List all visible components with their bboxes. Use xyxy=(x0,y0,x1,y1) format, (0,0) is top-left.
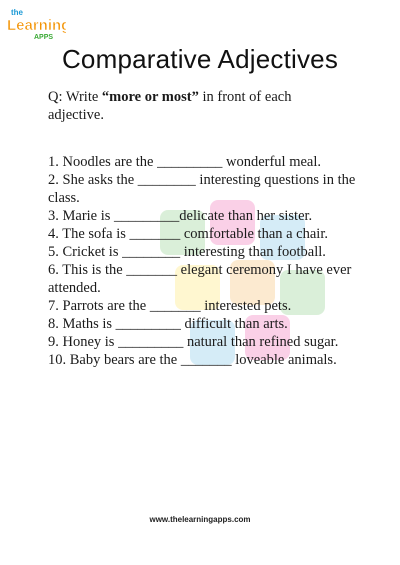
question-item: 1. Noodles are the _________ wonderful meal. xyxy=(48,154,322,170)
question-list xyxy=(48,153,378,369)
footer-url: www.thelearningapps.com xyxy=(149,515,251,524)
instruction-prefix: Q: Write xyxy=(48,89,102,105)
question-item: 2. She asks the ________ interesting questions in the class. xyxy=(48,172,356,206)
learning-apps-logo xyxy=(6,6,66,42)
question-item: 4. The sofa is _______ comfortable than a chair. xyxy=(48,226,328,242)
instruction xyxy=(48,88,348,124)
page-title: Comparative Adjectives xyxy=(61,44,339,74)
question-item: 7. Parrots are the _______ interested pets. xyxy=(48,298,292,314)
svg-text:APPS: APPS xyxy=(34,34,54,41)
question-item: 9. Honey is _________ natural than refined sugar. xyxy=(48,334,339,350)
instruction-emphasis: “more or most” xyxy=(101,89,199,105)
svg-text:the: the xyxy=(11,8,23,17)
instruction-suffix: in front of each adjective. xyxy=(48,89,292,123)
question-item: 3. Marie is _________delicate than her sister. xyxy=(48,208,313,224)
question-item: 8. Maths is _________ difficult than arts. xyxy=(48,316,288,332)
svg-text:Learning: Learning xyxy=(7,17,66,34)
question-item: 6. This is the _______ elegant ceremony I have ever attended. xyxy=(48,262,352,296)
question-item: 10. Baby bears are the _______ loveable animals. xyxy=(48,352,337,368)
question-item: 5. Cricket is ________ interesting than football. xyxy=(48,244,326,260)
